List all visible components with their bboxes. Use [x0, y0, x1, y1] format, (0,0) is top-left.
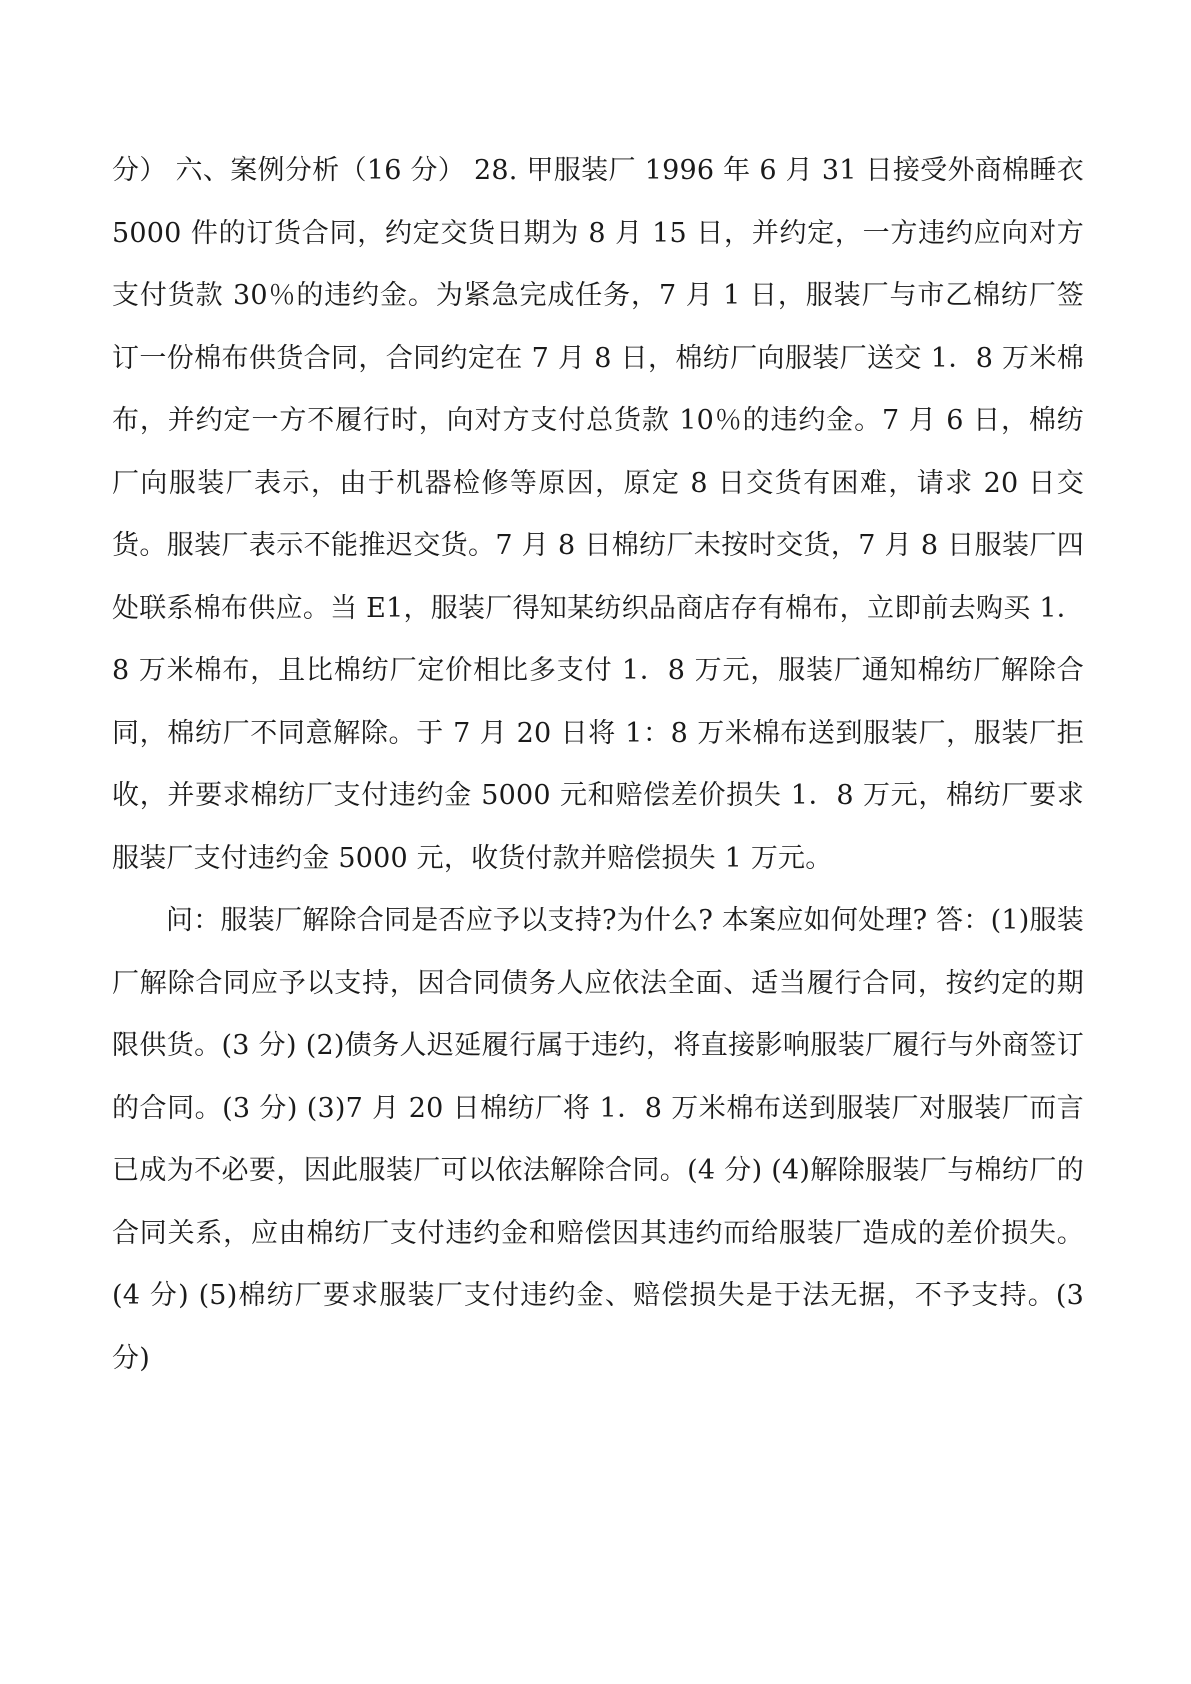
case-description-paragraph: 分） 六、案例分析（16 分） 28. 甲服装厂 1996 年 6 月 31 日接受外商棉睡衣 5000 件的订货合同，约定交货日期为 8 月 15 日，并约定，一方违约应向对方支付货款 30％的违约金。为紧急完成任务，7 月 1 日，服装厂与市乙棉纺厂签订一份棉布供货合同，合同约定在 7 月 8 日，棉纺厂向服装厂送交 1．8 万米棉布，并约定一方不履行时，向对方支付总货款 10％的违约金。7 月 6 日，棉纺厂向服装厂表示，由于机器检修等原因，原定 8 日交货有困难，请求 20 日交货。服装厂表示不能推迟交货。7 月 8 日棉纺厂未按时交货，7 月 8 日服装厂四处联系棉布供应。当 E1，服装厂得知某纺织品商店存有棉布，立即前去购买 1．8 万米棉布，且比棉纺厂定价相比多支付 1．8 万元，服装厂通知棉纺厂解除合同，棉纺厂不同意解除。于 7 月 20 日将 1：8 万米棉布送到服装厂，服装厂拒收，并要求棉纺厂支付违约金 5000 元和赔偿差价损失 1．8 万元，棉纺厂要求服装厂支付违约金 5000 元，收货付款并赔偿损失 1 万元。 — [112, 155, 1084, 874]
question-answer-paragraph: 问：服装厂解除合同是否应予以支持?为什么? 本案应如何处理? 答：(1)服装厂解除合同应予以支持，因合同债务人应依法全面、适当履行合同，按约定的期限供货。(3 分) (2)债务人迟延履行属于违约，将直接影响服装厂履行与外商签订的合同。(3 分) (3)7 月 20 日棉纺厂将 1．8 万米棉布送到服装厂对服装厂而言已成为不必要，因此服装厂可以依法解除合同。(4 分) (4)解除服装厂与棉纺厂的合同关系，应由棉纺厂支付违约金和赔偿因其违约而给服装厂造成的差价损失。(4 分) (5)棉纺厂要求服装厂支付违约金、赔偿损失是于法无据，不予支持。(3 分) — [112, 905, 1084, 1374]
document-body — [112, 140, 1084, 1390]
